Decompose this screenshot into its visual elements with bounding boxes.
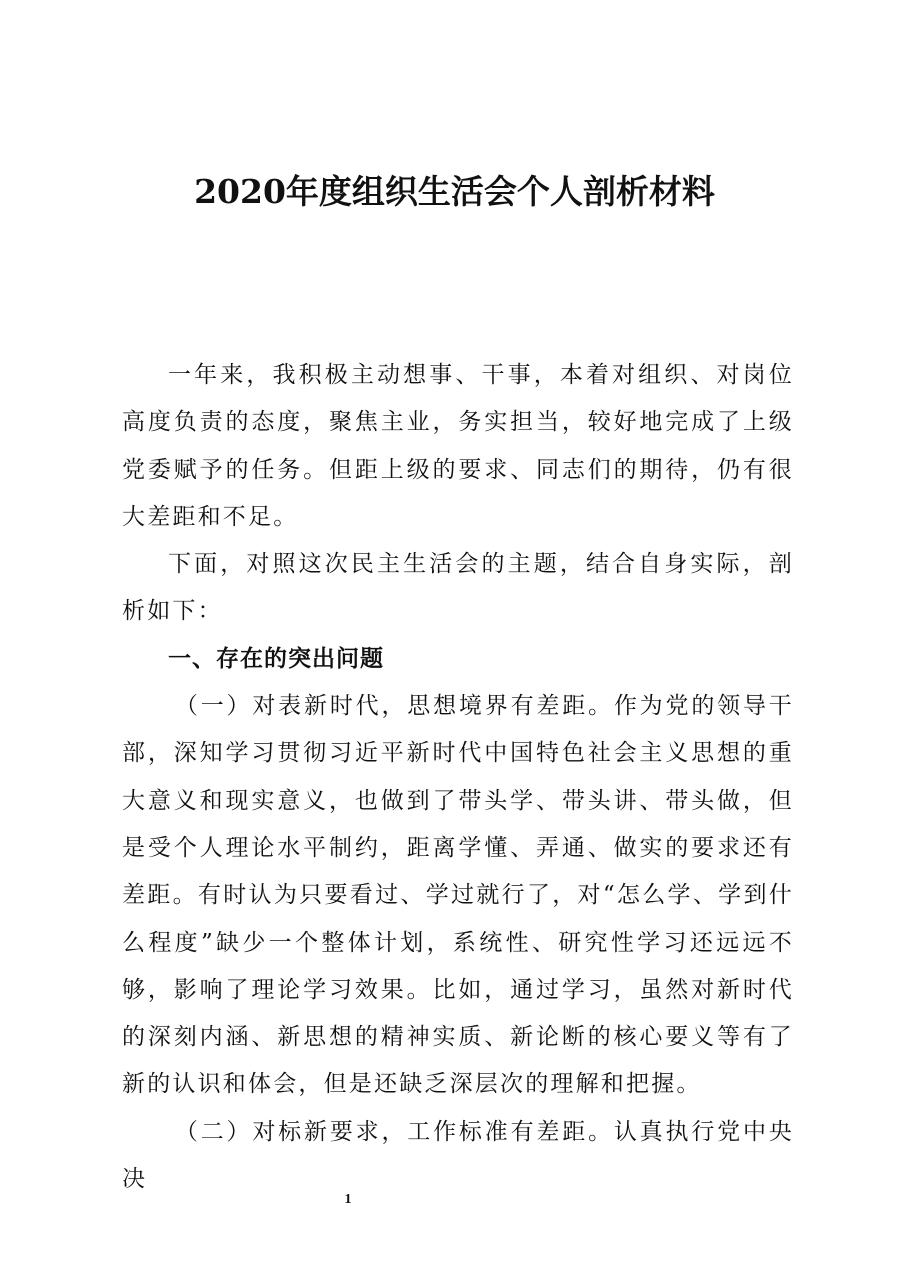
subsection-paragraph-2: （二）对标新要求，工作标准有差距。认真执行党中央决 [122, 1118, 794, 1193]
paragraph-intro: 一年来，我积极主动想事、干事，本着对组织、对岗位高度负责的态度，聚焦主业，务实担当，较好地完成了上级党委赋予的任务。但距上级的要求、同志们的期待，仍有很大差距和不足。 [122, 362, 794, 530]
paragraph-outline: 下面，对照这次民主生活会的主题，结合自身实际，剖析如下： [122, 551, 794, 625]
document-title: 2020年度组织生活会个人剖析材料 [194, 172, 715, 211]
subsection-paragraph-1: （一）对表新时代，思想境界有差距。作为党的领导干部，深知学习贯彻习近平新时代中国特色社会主义思想的重大意义和现实意义，也做到了带头学、带头讲、带头做，但是受个人理论水平制约，距离学懂、弄通、做实的要求还有差距。有时认为只要看过、学过就行了，对“怎么学、学到什么程度”缺少一个整体计划，系统性、研究性学习还远远不够，影响了理论学习效果。比如，通过学习，虽然对新时代的深刻内涵、新思想的精神实质、新论断的核心要义等有了新的认识和体会，但是还缺乏深层次的理解和把握。 [122, 693, 794, 1098]
page-number: 1 [344, 1192, 352, 1207]
document-body [122, 352, 794, 1203]
section-heading: 一、存在的突出问题 [168, 645, 384, 672]
